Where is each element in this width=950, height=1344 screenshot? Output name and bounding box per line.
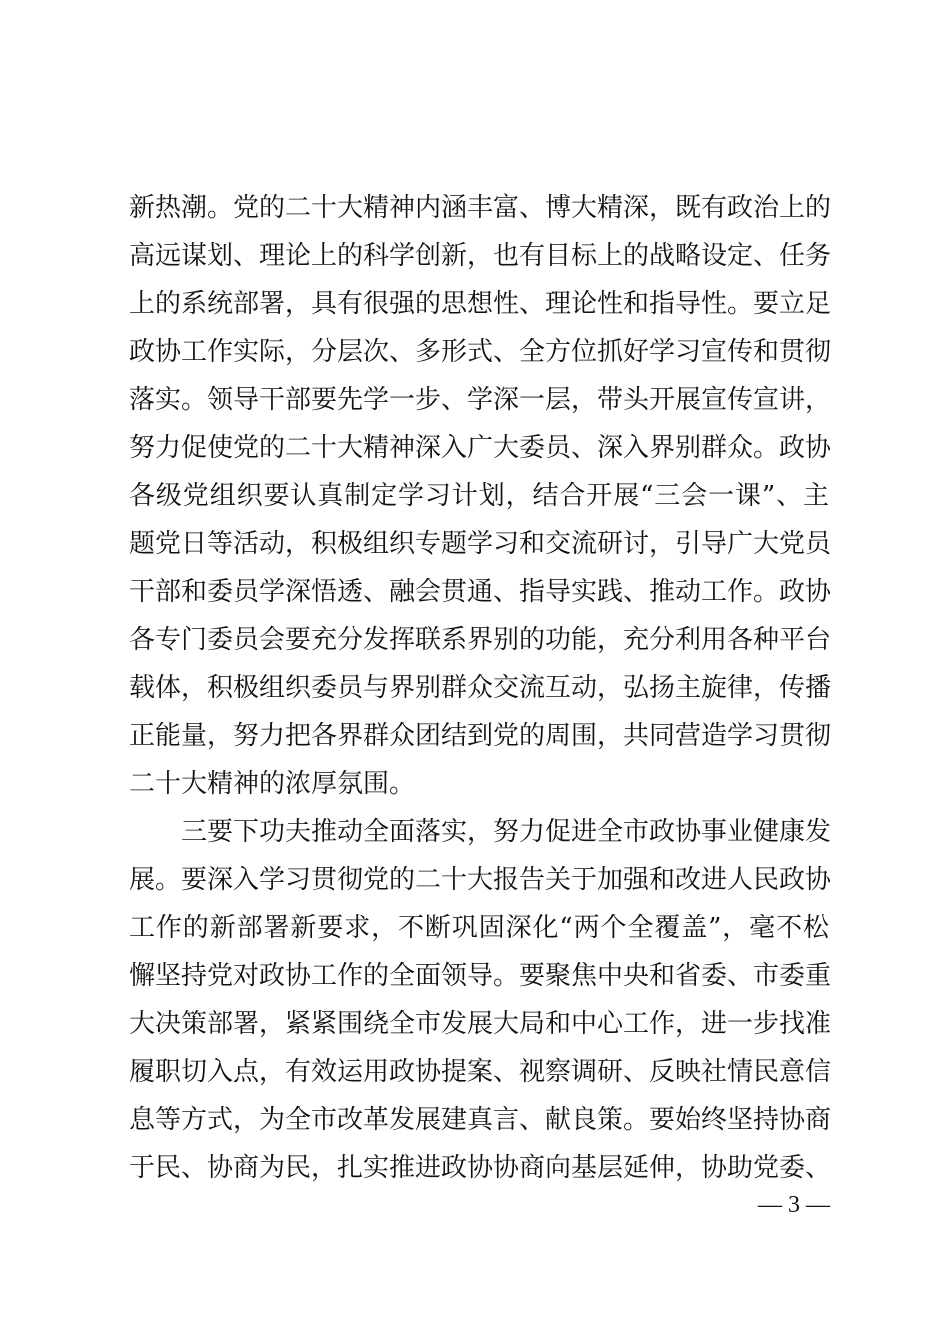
text-line: 上的系统部署，具有很强的思想性、理论性和指导性。要立足 bbox=[129, 289, 832, 319]
paragraph-first-line: 三要下功夫推动全面落实，努力促进全市政协事业健康发 bbox=[181, 817, 832, 847]
text-line: 努力促使党的二十大精神深入广大委员、深入界别群众。政协 bbox=[129, 433, 832, 463]
text-line: 干部和委员学深悟透、融会贯通、指导实践、推动工作。政协 bbox=[129, 577, 832, 607]
text-line: 高远谋划、理论上的科学创新，也有目标上的战略设定、任务 bbox=[129, 241, 832, 271]
text-line: 各级党组织要认真制定学习计划，结合开展“三会一课”、主 bbox=[129, 481, 829, 511]
page-number: — 3 — bbox=[758, 1192, 830, 1218]
text-line: 新热潮。党的二十大精神内涵丰富、博大精深，既有政治上的 bbox=[129, 193, 832, 223]
text-line: 履职切入点，有效运用政协提案、视察调研、反映社情民意信 bbox=[129, 1057, 832, 1087]
text-line: 展。要深入学习贯彻党的二十大报告关于加强和改进人民政协 bbox=[129, 865, 832, 895]
text-line: 政协工作实际，分层次、多形式、全方位抓好学习宣传和贯彻 bbox=[129, 337, 832, 367]
text-line: 载体，积极组织委员与界别群众交流互动，弘扬主旋律，传播 bbox=[129, 673, 832, 703]
text-line: 落实。领导干部要先学一步、学深一层，带头开展宣传宣讲， bbox=[129, 385, 832, 415]
paragraph-end-line: 二十大精神的浓厚氛围。 bbox=[129, 769, 416, 799]
text-line: 题党日等活动，积极组织专题学习和交流研讨，引导广大党员 bbox=[129, 529, 832, 559]
text-line: 正能量，努力把各界群众团结到党的周围，共同营造学习贯彻 bbox=[129, 721, 832, 751]
text-line: 各专门委员会要充分发挥联系界别的功能，充分利用各种平台 bbox=[129, 625, 832, 655]
body-text bbox=[129, 184, 832, 1192]
text-line: 息等方式，为全市改革发展建真言、献良策。要始终坚持协商 bbox=[129, 1105, 832, 1135]
text-line: 工作的新部署新要求，不断巩固深化“两个全覆盖”，毫不松 bbox=[129, 913, 829, 943]
text-line: 懈坚持党对政协工作的全面领导。要聚焦中央和省委、市委重 bbox=[129, 961, 832, 991]
text-line: 于民、协商为民，扎实推进政协协商向基层延伸，协助党委、 bbox=[129, 1153, 832, 1183]
text-line: 大决策部署，紧紧围绕全市发展大局和中心工作，进一步找准 bbox=[129, 1009, 832, 1039]
